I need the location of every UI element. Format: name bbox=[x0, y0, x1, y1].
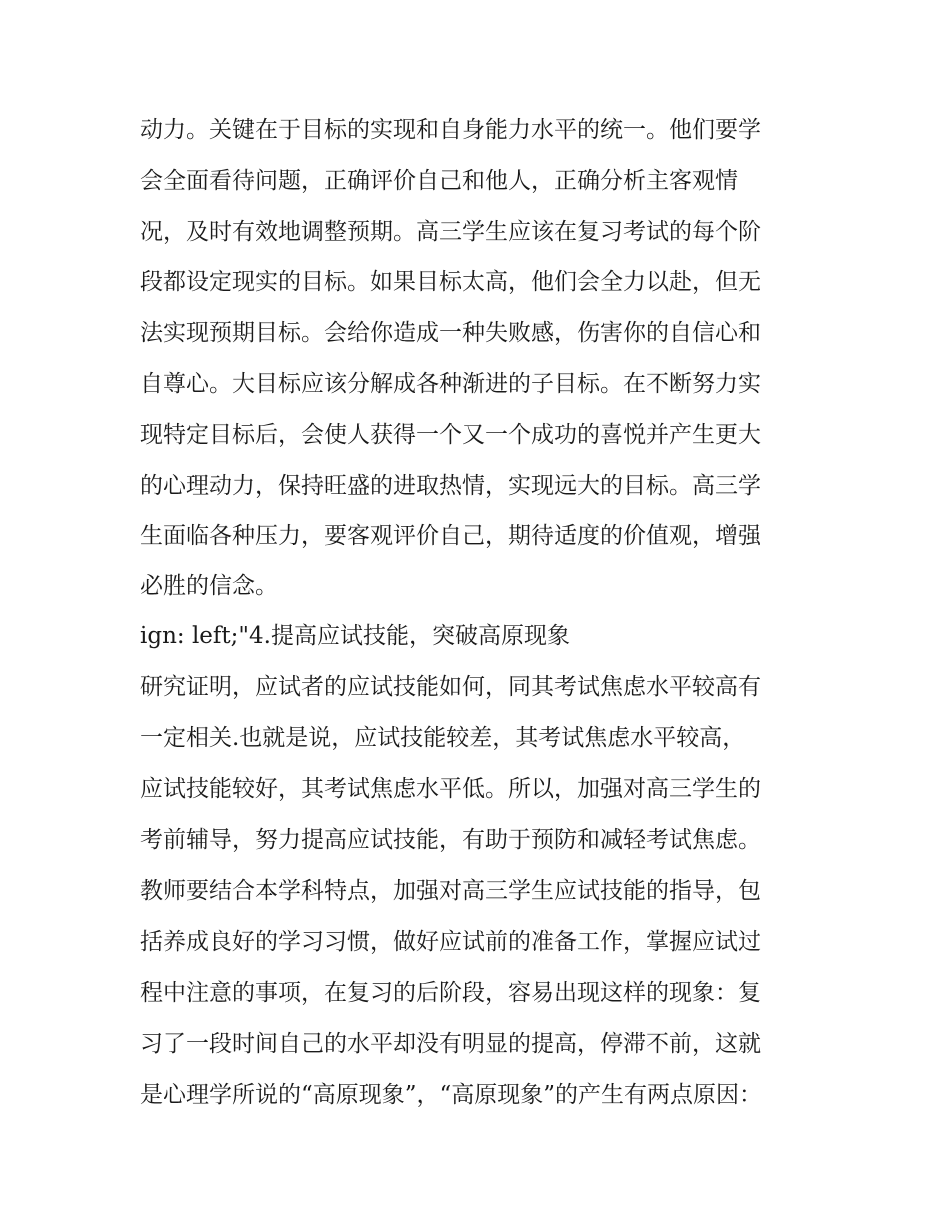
paragraph-line: 的心理动力，保持旺盛的进取热情，实现远大的目标。高三学 bbox=[140, 473, 761, 499]
paragraph-line: 生面临各种压力，要客观评价自己，期待适度的价值观，增强 bbox=[140, 523, 761, 549]
paragraph-line: 现特定目标后，会使人获得一个又一个成功的喜悦并产生更大 bbox=[140, 422, 761, 448]
paragraph-line: 况，及时有效地调整预期。高三学生应该在复习考试的每个阶 bbox=[140, 219, 761, 245]
paragraph-line: 动力。关键在于目标的实现和自身能力水平的统一。他们要学 bbox=[140, 117, 761, 143]
paragraph-line: 习了一段时间自己的水平却没有明显的提高，停滞不前，这就 bbox=[140, 1031, 761, 1057]
paragraph-line: 教师要结合本学科特点，加强对高三学生应试技能的指导，包 bbox=[140, 878, 761, 904]
paragraph-line: 法实现预期目标。会给你造成一种失败感，伤害你的自信心和 bbox=[140, 320, 761, 346]
paragraph-line: 段都设定现实的目标。如果目标太高，他们会全力以赴，但无 bbox=[140, 269, 761, 295]
paragraph-line: 必胜的信念。 bbox=[140, 573, 278, 599]
paragraph-line: 程中注意的事项，在复习的后阶段，容易出现这样的现象：复 bbox=[140, 980, 761, 1006]
paragraph-line: 会全面看待问题，正确评价自己和他人，正确分析主客观情 bbox=[140, 168, 738, 194]
paragraph-line: 一定相关.也就是说，应试技能较差，其考试焦虑水平较高， bbox=[140, 725, 746, 751]
paragraph-line: 括养成良好的学习习惯，做好应试前的准备工作，掌握应试过 bbox=[140, 929, 761, 955]
paragraph-line: 研究证明，应试者的应试技能如何，同其考试焦虑水平较高有 bbox=[140, 674, 761, 700]
paragraph-line: 考前辅导，努力提高应试技能，有助于预防和减轻考试焦虑。 bbox=[140, 827, 761, 853]
paragraph-line: 应试技能较好，其考试焦虑水平低。所以，加强对高三学生的 bbox=[140, 776, 761, 802]
section-heading: ign: left;"4.提高应试技能，突破高原现象 bbox=[140, 623, 570, 649]
paragraph-line: 自尊心。大目标应该分解成各种渐进的子目标。在不断努力实 bbox=[140, 371, 761, 397]
paragraph-line: 是心理学所说的“高原现象”，“高原现象”的产生有两点原因： bbox=[140, 1082, 763, 1108]
